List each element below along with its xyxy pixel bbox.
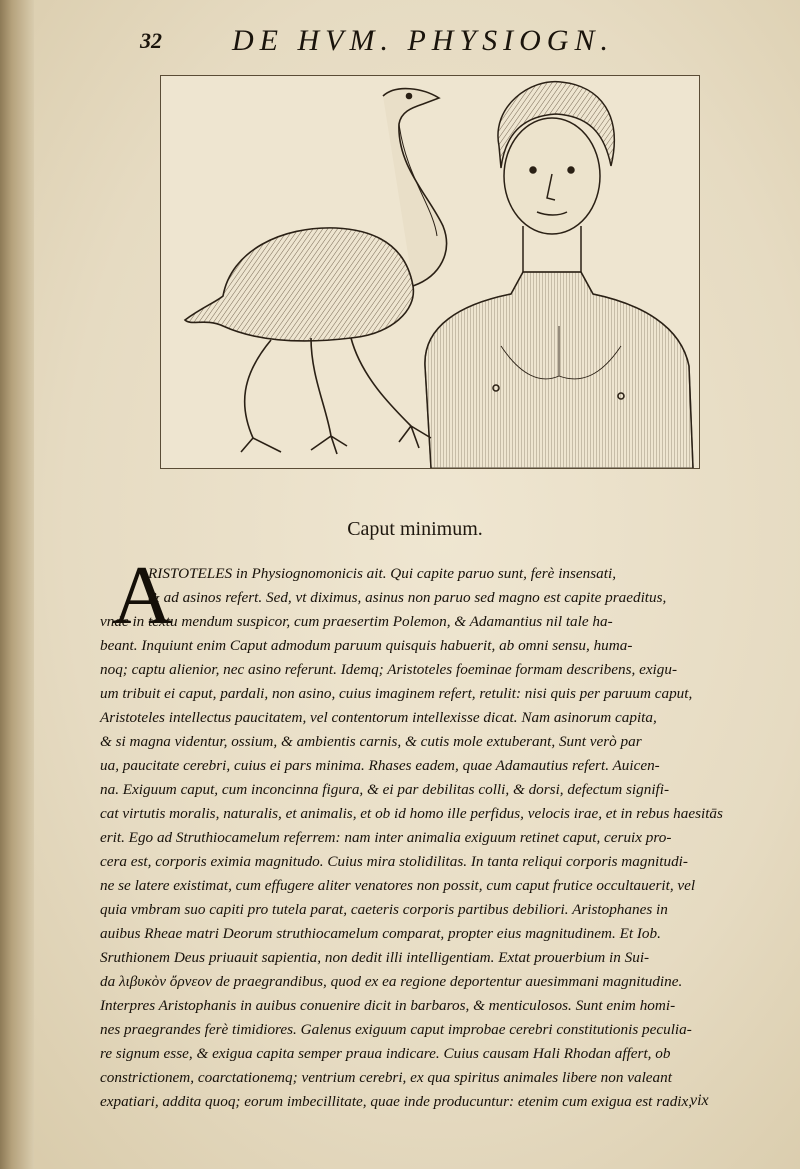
text-line: Interpres Aristophanis in auibus conuenire dicit in barbaros, & menticulosos. Sunt enim homi- xyxy=(100,997,676,1014)
text-line: cat virtutis moralis, naturalis, et animalis, et ob id homo ille perfidus, velocis irae, et in rebus haesitās xyxy=(100,805,723,822)
text-line: na. Exiguum caput, cum inconcinna figura, & ei par debilitas colli, & dorsi, defectum signifi- xyxy=(100,781,670,798)
figure-caption xyxy=(0,518,800,541)
drop-cap: A xyxy=(112,549,173,642)
page-number: 32 xyxy=(140,28,162,53)
text-line: expatiari, addita quoq; eorum imbecillitate, quae inde producuntur: etenim cum exigua est radix, xyxy=(100,1093,693,1110)
engraving-illustration xyxy=(161,76,699,468)
caption-text: Caput minimum. xyxy=(347,518,483,540)
ostrich-figure xyxy=(185,89,446,454)
text-line: auibus Rheae matri Deorum struthiocamelum comparat, propter eius magnitudinem. Et Iob. xyxy=(100,925,661,942)
youth-bust-figure xyxy=(425,82,693,468)
text-line: Sruthionem Deus priuauit sapientia, non dedit illi intelligentiam. Extat prouerbium in Sui- xyxy=(100,949,650,966)
engraving-plate xyxy=(160,75,700,469)
text-line: RISTOTELES in Physiognomonicis ait. Qui capite paruo sunt, ferè insensati, xyxy=(148,565,616,582)
text-line: re signum esse, & exigua capita semper praua indicare. Cuius causam Hali Rhodan affert, ob xyxy=(100,1045,671,1062)
binding-gutter xyxy=(0,0,34,1169)
text-line: vnde in textu mendum suspicor, cum praesertim Polemon, & Adamantius nil tale ha- xyxy=(100,613,613,630)
text-line: quia vmbram suo capiti pro tutela parat, caeteris corporis partibus debiliori. Aristophanes in xyxy=(100,901,668,918)
text-line: um tribuit ei caput, pardali, non asino, cuius imaginem refert, retulit: nisi quis per paruum caput, xyxy=(100,685,693,702)
running-title: DE HVM. PHYSIOGN. xyxy=(232,24,614,57)
text-line: Aristoteles intellectus paucitatem, vel contentorum intellexisse dicat. Nam asinorum capita, xyxy=(100,709,657,726)
text-line: beant. Inquiunt enim Caput admodum paruum quisquis habuerit, ab omni sensu, huma- xyxy=(100,637,633,654)
text-line: da λιβυκὸν ὄρνεον de praegrandibus, quod ex ea regione deportentur auesimmani magnitudine. xyxy=(100,973,683,990)
running-head xyxy=(0,24,800,64)
text-line: ua, paucitate cerebri, cuius ei pars minima. Rhases eadem, quae Adamautius refert. Auicen- xyxy=(100,757,660,774)
text-line: constrictionem, coarctationemq; ventrium cerebri, ex qua spiritus animales libere non valeant xyxy=(100,1069,672,1086)
catchword: vix xyxy=(690,1092,709,1109)
text-line: & ad asinos refert. Sed, vt diximus, asinus non paruo sed magno est capite praeditus, xyxy=(148,589,667,606)
text-line: ne se latere existimat, cum effugere aliter venatores non possit, cum caput frutice occultauerit, vel xyxy=(100,877,696,894)
text-line: erit. Ego ad Struthiocamelum referrem: nam inter animalia exiguum retinet caput, ceruix pro- xyxy=(100,829,672,846)
text-line: noq; captu alienior, nec asino referunt. Idemq; Aristoteles foeminae formam describens, exigu- xyxy=(100,661,678,678)
text-line: & si magna videntur, ossium, & ambientis carnis, & cutis mole extuberant, Sunt verò par xyxy=(100,733,642,750)
text-line: nes praegrandes ferè timidiores. Galenus exiguum caput improbae cerebri constitutionis peculia- xyxy=(100,1021,692,1038)
text-line: cera est, corporis eximia magnitudo. Cuius mira stolidilitas. In tanta reliqui corporis magnitudi- xyxy=(100,853,688,870)
